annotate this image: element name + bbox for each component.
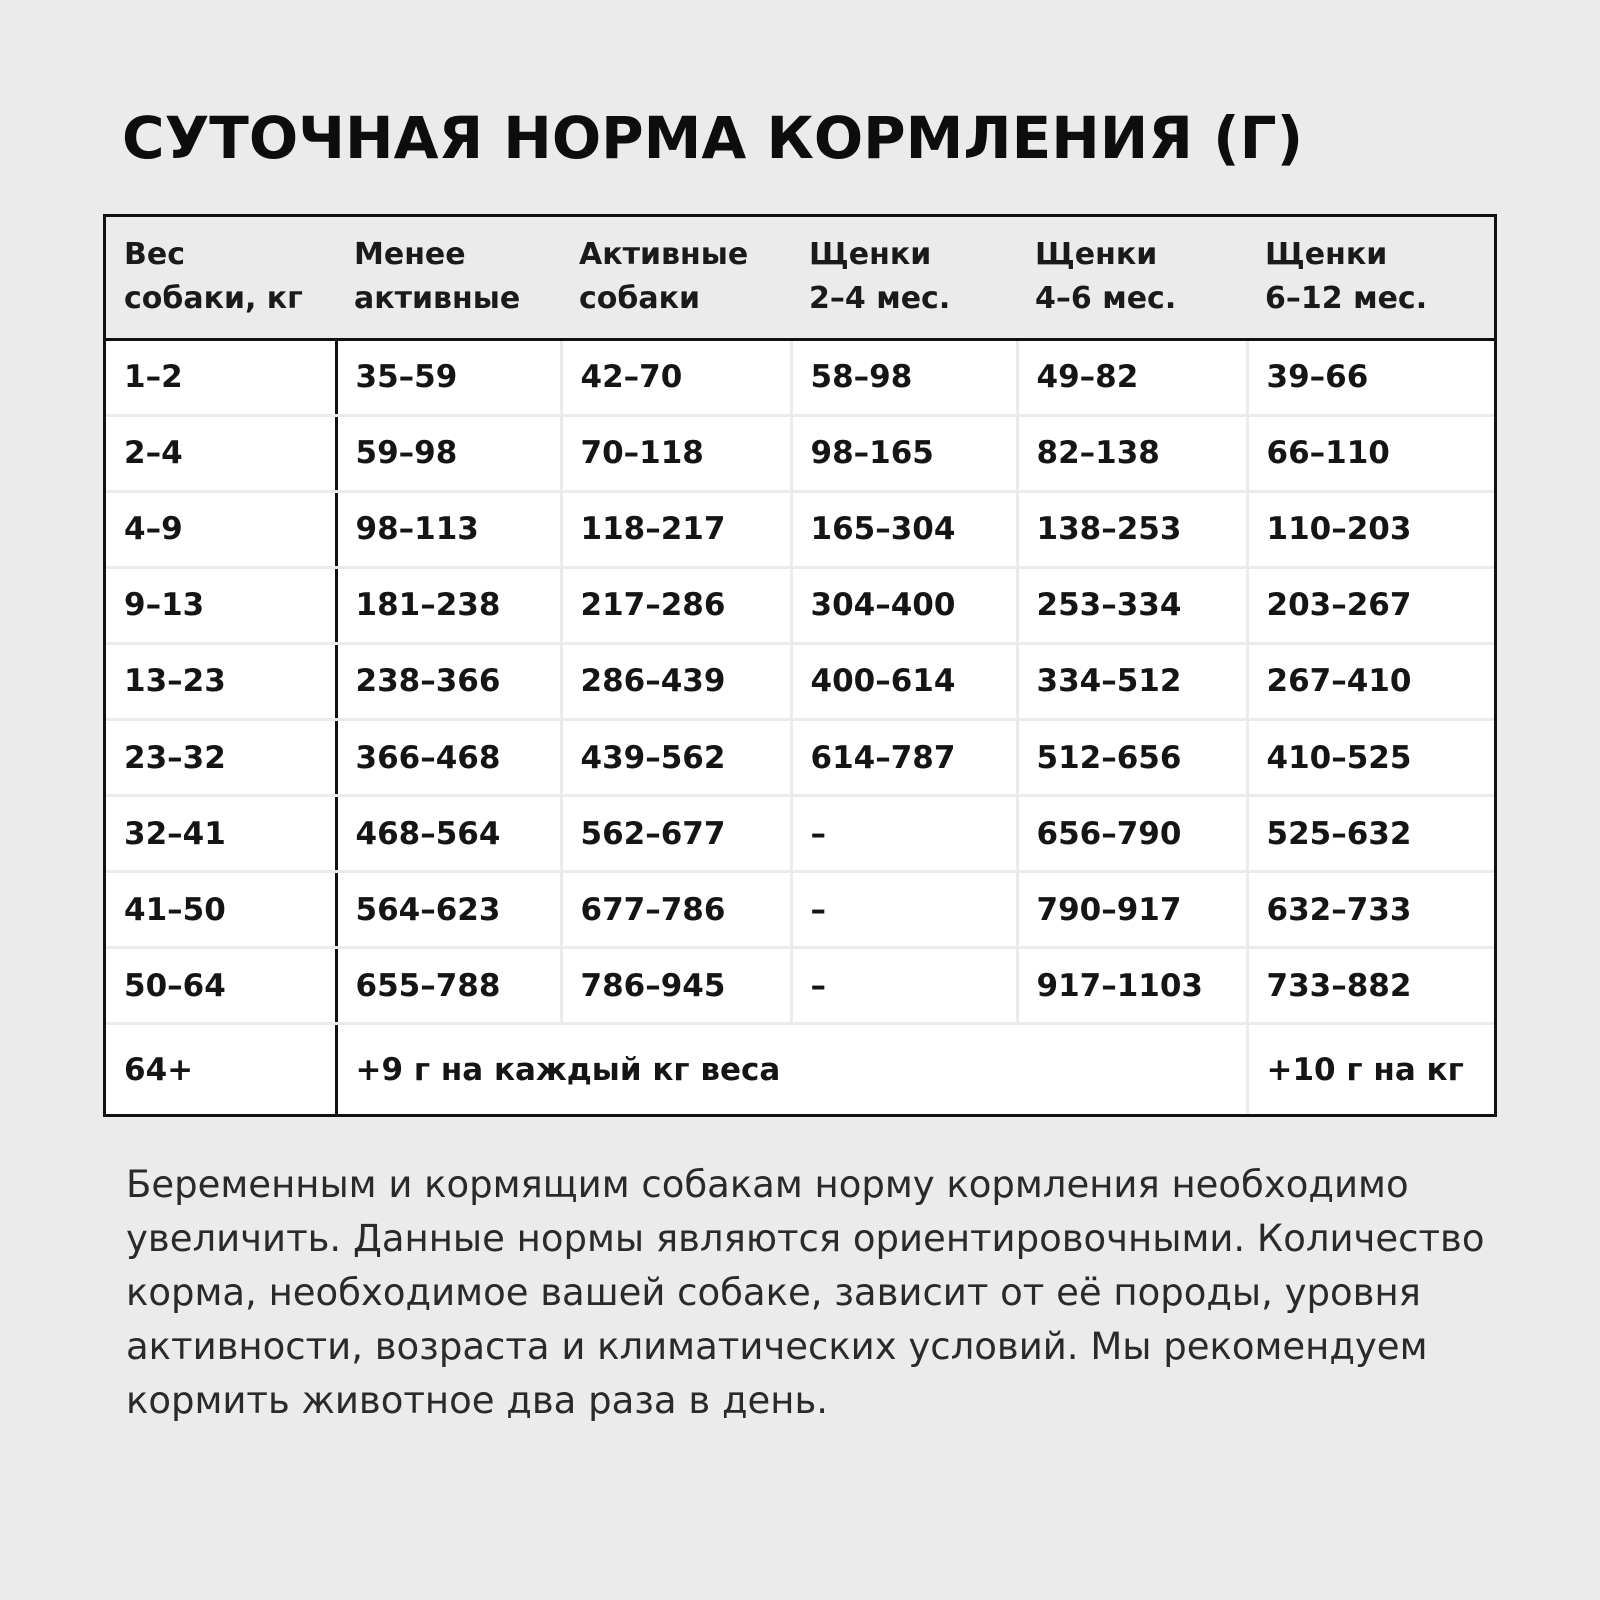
column-header-line: Менее xyxy=(354,237,466,273)
portion-cell: 98–113 xyxy=(336,491,561,567)
portion-cell: 238–366 xyxy=(336,643,561,719)
portion-cell: 733–882 xyxy=(1247,948,1494,1024)
weight-cell: 23–32 xyxy=(106,719,336,795)
table-row xyxy=(106,643,1494,719)
table-row xyxy=(106,872,1494,948)
portion-cell: 655–788 xyxy=(336,948,561,1024)
portion-cell: 39–66 xyxy=(1247,339,1494,415)
feeding-table xyxy=(106,217,1494,1114)
portion-cell: 110–203 xyxy=(1247,491,1494,567)
table-row xyxy=(106,796,1494,872)
column-header xyxy=(336,217,561,339)
column-header-line: Вес xyxy=(124,237,185,273)
portion-cell: 917–1103 xyxy=(1017,948,1247,1024)
page-title: СУТОЧНАЯ НОРМА КОРМЛЕНИЯ (Г) xyxy=(122,104,1304,172)
portion-cell: 49–82 xyxy=(1017,339,1247,415)
weight-cell: 41–50 xyxy=(106,872,336,948)
portion-cell: 304–400 xyxy=(791,567,1017,643)
table-row xyxy=(106,567,1494,643)
portion-cell: 217–286 xyxy=(561,567,791,643)
portion-cell: 439–562 xyxy=(561,719,791,795)
portion-cell: 656–790 xyxy=(1017,796,1247,872)
portion-cell: 790–917 xyxy=(1017,872,1247,948)
portion-cell: 70–118 xyxy=(561,415,791,491)
column-header-line: активные xyxy=(354,281,521,317)
portion-cell: 786–945 xyxy=(561,948,791,1024)
portion-cell: 66–110 xyxy=(1247,415,1494,491)
portion-cell: 58–98 xyxy=(791,339,1017,415)
portion-cell: 410–525 xyxy=(1247,719,1494,795)
portion-cell: 118–217 xyxy=(561,491,791,567)
column-header-line: 6–12 мес. xyxy=(1265,281,1428,317)
portion-cell: 525–632 xyxy=(1247,796,1494,872)
table-header xyxy=(106,217,1494,339)
table-row xyxy=(106,948,1494,1024)
table-body xyxy=(106,339,1494,1114)
column-header xyxy=(791,217,1017,339)
weight-cell: 50–64 xyxy=(106,948,336,1024)
table-row xyxy=(106,491,1494,567)
portion-cell: 267–410 xyxy=(1247,643,1494,719)
adult-extra-note: +9 г на каждый кг веса xyxy=(336,1024,1247,1114)
portion-cell: – xyxy=(791,872,1017,948)
table-row-extra xyxy=(106,1024,1494,1114)
puppy-extra-note: +10 г на кг xyxy=(1266,1051,1464,1088)
weight-cell: 13–23 xyxy=(106,643,336,719)
column-header xyxy=(1247,217,1494,339)
portion-cell: 98–165 xyxy=(791,415,1017,491)
table-row xyxy=(106,339,1494,415)
column-header xyxy=(1017,217,1247,339)
portion-cell: 512–656 xyxy=(1017,719,1247,795)
table-row xyxy=(106,415,1494,491)
weight-cell: 32–41 xyxy=(106,796,336,872)
portion-cell: – xyxy=(791,796,1017,872)
portion-cell: – xyxy=(791,948,1017,1024)
portion-cell: 614–787 xyxy=(791,719,1017,795)
portion-cell: 59–98 xyxy=(336,415,561,491)
portion-cell: 286–439 xyxy=(561,643,791,719)
portion-cell: 82–138 xyxy=(1017,415,1247,491)
portion-cell: 181–238 xyxy=(336,567,561,643)
column-header-line: Щенки xyxy=(809,237,932,273)
feeding-note: Беременным и кормящим собакам норму кормления необходимо увеличить. Данные нормы являются ориентировочными. Количество корма, необходимое вашей собаке, зависит от её породы, уровня активности, возраста и климатических условий. Мы рекомендуем кормить животное два раза в день. xyxy=(126,1163,1485,1422)
header-row xyxy=(106,217,1494,339)
portion-cell: 564–623 xyxy=(336,872,561,948)
column-header xyxy=(561,217,791,339)
portion-cell: 400–614 xyxy=(791,643,1017,719)
weight-cell: 4–9 xyxy=(106,491,336,567)
portion-cell: 334–512 xyxy=(1017,643,1247,719)
column-header-line: собаки, кг xyxy=(124,281,303,317)
table-row xyxy=(106,719,1494,795)
portion-cell: 677–786 xyxy=(561,872,791,948)
column-header-line: 2–4 мес. xyxy=(809,281,951,317)
portion-cell: 366–468 xyxy=(336,719,561,795)
column-header xyxy=(106,217,336,339)
portion-cell: 203–267 xyxy=(1247,567,1494,643)
column-header-line: Щенки xyxy=(1265,237,1388,273)
portion-cell: 253–334 xyxy=(1017,567,1247,643)
portion-cell: 42–70 xyxy=(561,339,791,415)
portion-cell: 632–733 xyxy=(1247,872,1494,948)
column-header-line: Щенки xyxy=(1035,237,1158,273)
weight-cell: 2–4 xyxy=(106,415,336,491)
weight-cell: 1–2 xyxy=(106,339,336,415)
portion-cell: 468–564 xyxy=(336,796,561,872)
weight-cell: 64+ xyxy=(106,1024,336,1114)
feeding-table-container xyxy=(103,214,1497,1117)
weight-cell: 9–13 xyxy=(106,567,336,643)
portion-cell: 35–59 xyxy=(336,339,561,415)
portion-cell: 165–304 xyxy=(791,491,1017,567)
portion-cell: 138–253 xyxy=(1017,491,1247,567)
column-header-line: собаки xyxy=(579,281,700,317)
portion-cell: 562–677 xyxy=(561,796,791,872)
column-header-line: Активные xyxy=(579,237,749,273)
column-header-line: 4–6 мес. xyxy=(1035,281,1177,317)
